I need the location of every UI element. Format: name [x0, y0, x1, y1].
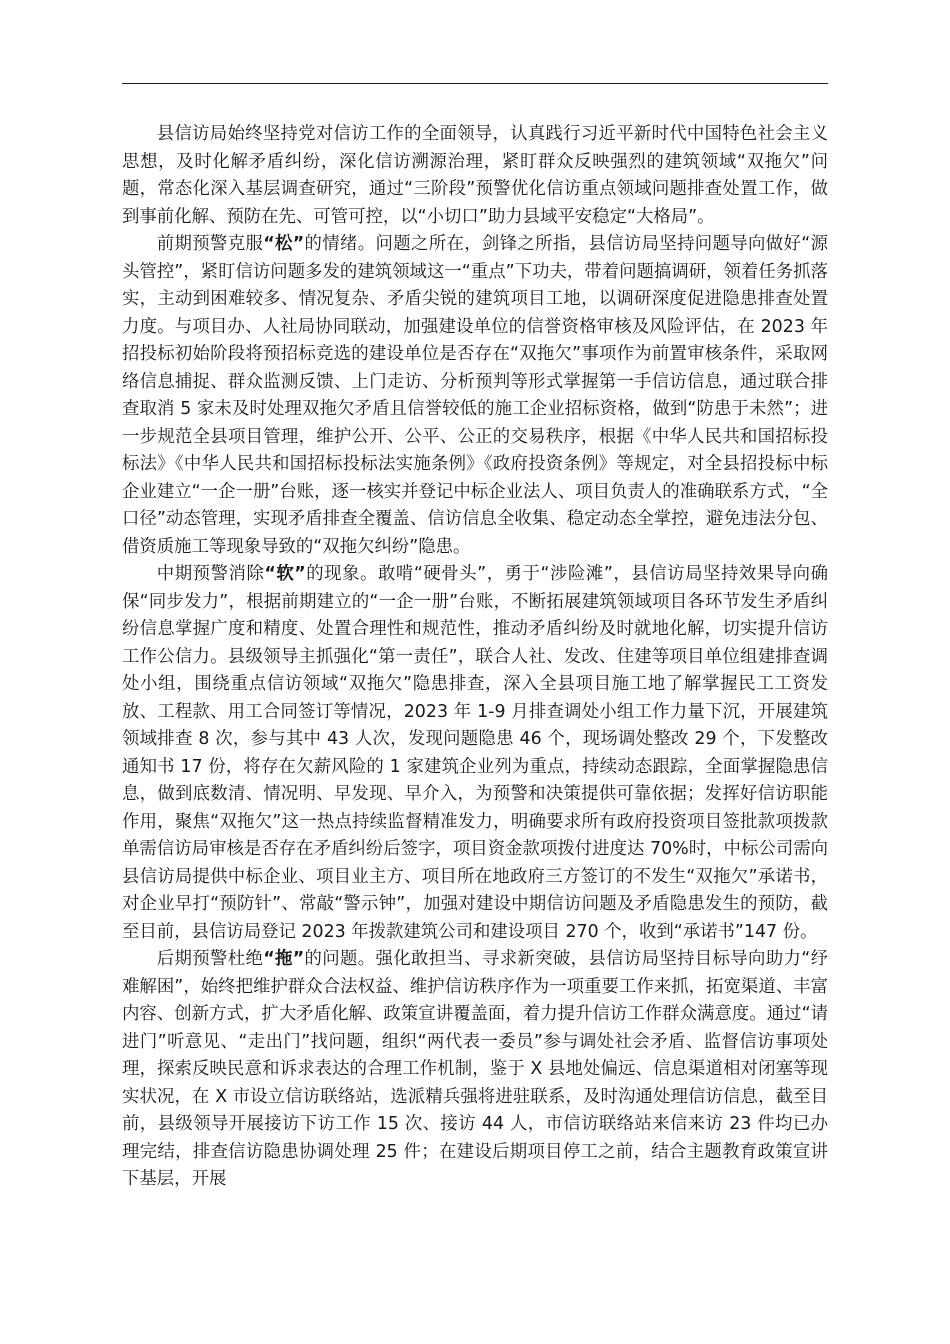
- paragraph-early-warning: [122, 231, 828, 561]
- paragraph-intro: [122, 121, 828, 231]
- paragraph-keyword: “软”: [264, 564, 306, 584]
- paragraph-mid-warning: [122, 561, 828, 946]
- paragraph-text: 的问题。强化敢担当、寻求新突破，县信访局坚持目标导向助力“纾难解困”，始终把维护群众合法权益、维护信访秩序作为一项重要工作来抓，拓宽渠道、丰富内容、创新方式，扩大矛盾化解、政策宣讲覆盖面，着力提升信访工作群众满意度。通过“请进门”听意见、“走出门”找问题，组织“两代表一委员”参与调处社会矛盾、监督信访事项处理，探索反映民意和诉求表达的合理工作机制，鉴于 X 县地处偏远、信息渠道相对闭塞等现实状况，在 X 市设立信访联络站，选派精兵强将进驻联系，及时沟通处理信访信息，截至目前，县级领导开展接访下访工作 15 次、接访 44 人，市信访联络站来信来访 23 件均已办理完结，排查信访隐患协调处理 25 件；在建设后期项目停工之前，结合主题教育政策宣讲下基层，开展: [122, 949, 828, 1189]
- paragraph-lead: 前期预警克服: [156, 234, 264, 254]
- paragraph-lead: 中期预警消除: [156, 564, 265, 584]
- paragraph-text: 的情绪。问题之所在，剑锋之所指，县信访局坚持问题导向做好“源头管控”，紧盯信访问题多发的建筑领域这一“重点”下功夫，带着问题搞调研，领着任务抓落实，主动到困难较多、情况复杂、矛盾尖锐的建筑项目工地，以调研深度促进隐患排查处置力度。与项目办、人社局协同联动，加强建设单位的信誉资格审核及风险评估，在 2023 年招投标初始阶段将预招标竞选的建设单位是否存在“双拖欠”事项作为前置审核条件，采取网络信息捕捉、群众监测反馈、上门走访、分析预判等形式掌握第一手信访信息，通过联合排查取消 5 家未及时处理双拖欠矛盾且信誉较低的施工企业招标资格，做到“防患于未然”；进一步规范全县项目管理，维护公开、公平、公正的交易秩序，根据《中华人民共和国招标投标法》《中华人民共和国招标投标法实施条例》《政府投资条例》等规定，对全县招投标中标企业建立“一企一册”台账，逐一核实并登记中标企业法人、项目负责人的准确联系方式，“全口径”动态管理，实现矛盾排查全覆盖、信访信息全收集、稳定动态全掌控，避免违法分包、借资质施工等现象导致的“双拖欠纠纷”隐患。: [122, 234, 828, 557]
- paragraph-text: 的现象。敢啃“硬骨头”，勇于“涉险滩”，县信访局坚持效果导向确保“同步发力”，根据前期建立的“一企一册”台账，不断拓展建筑领域项目各环节发生矛盾纠纷信息掌握广度和精度、处置合理性和规范性，推动矛盾纠纷及时就地化解，切实提升信访工作公信力。县级领导主抓强化“第一责任”，联合人社、发改、住建等项目单位组建排查调处小组，围绕重点信访领域“双拖欠”隐患排查，深入全县项目施工地了解掌握民工工资发放、工程款、用工合同签订等情况，2023 年 1-9 月排查调处小组工作力量下沉，开展建筑领域排查 8 次，参与其中 43 人次，发现问题隐患 46 个，现场调处整改 29 个，下发整改通知书 17 份，将存在欠薪风险的 1 家建筑企业列为重点，持续动态跟踪，全面掌握隐患信息，做到底数清、情况明、早发现、早介入，为预警和决策提供可靠依据；发挥好信访职能作用，聚焦“双拖欠”这一热点持续监督精准发力，明确要求所有政府投资项目签批款项拨款单需信访局审核是否存在矛盾纠纷后签字，项目资金款项拨付进度达 70%时，中标公司需向县信访局提供中标企业、项目业主方、项目所在地政府三方签订的不发生“双拖欠”承诺书，对企业早打“预防针”、常敲“警示钟”，加强对建设中期信访问题及矛盾隐患发生的预防，截至目前，县信访局登记 2023 年拨款建筑公司和建设项目 270 个，收到“承诺书”147 份。: [122, 564, 828, 942]
- paragraph-late-warning: [122, 946, 828, 1194]
- document-body: [122, 121, 828, 1194]
- header-rule: [122, 83, 828, 84]
- paragraph-keyword: “松”: [263, 234, 305, 254]
- paragraph-keyword: “拖”: [263, 949, 305, 969]
- paragraph-text: 县信访局始终坚持党对信访工作的全面领导，认真践行习近平新时代中国特色社会主义思想，及时化解矛盾纠纷，深化信访溯源治理，紧盯群众反映强烈的建筑领域“双拖欠”问题，常态化深入基层调查研究，通过“三阶段”预警优化信访重点领域问题排查处置工作，做到事前化解、预防在先、可管可控，以“小切口”助力县域平安稳定“大格局”。: [122, 124, 828, 227]
- paragraph-lead: 后期预警杜绝: [156, 949, 264, 969]
